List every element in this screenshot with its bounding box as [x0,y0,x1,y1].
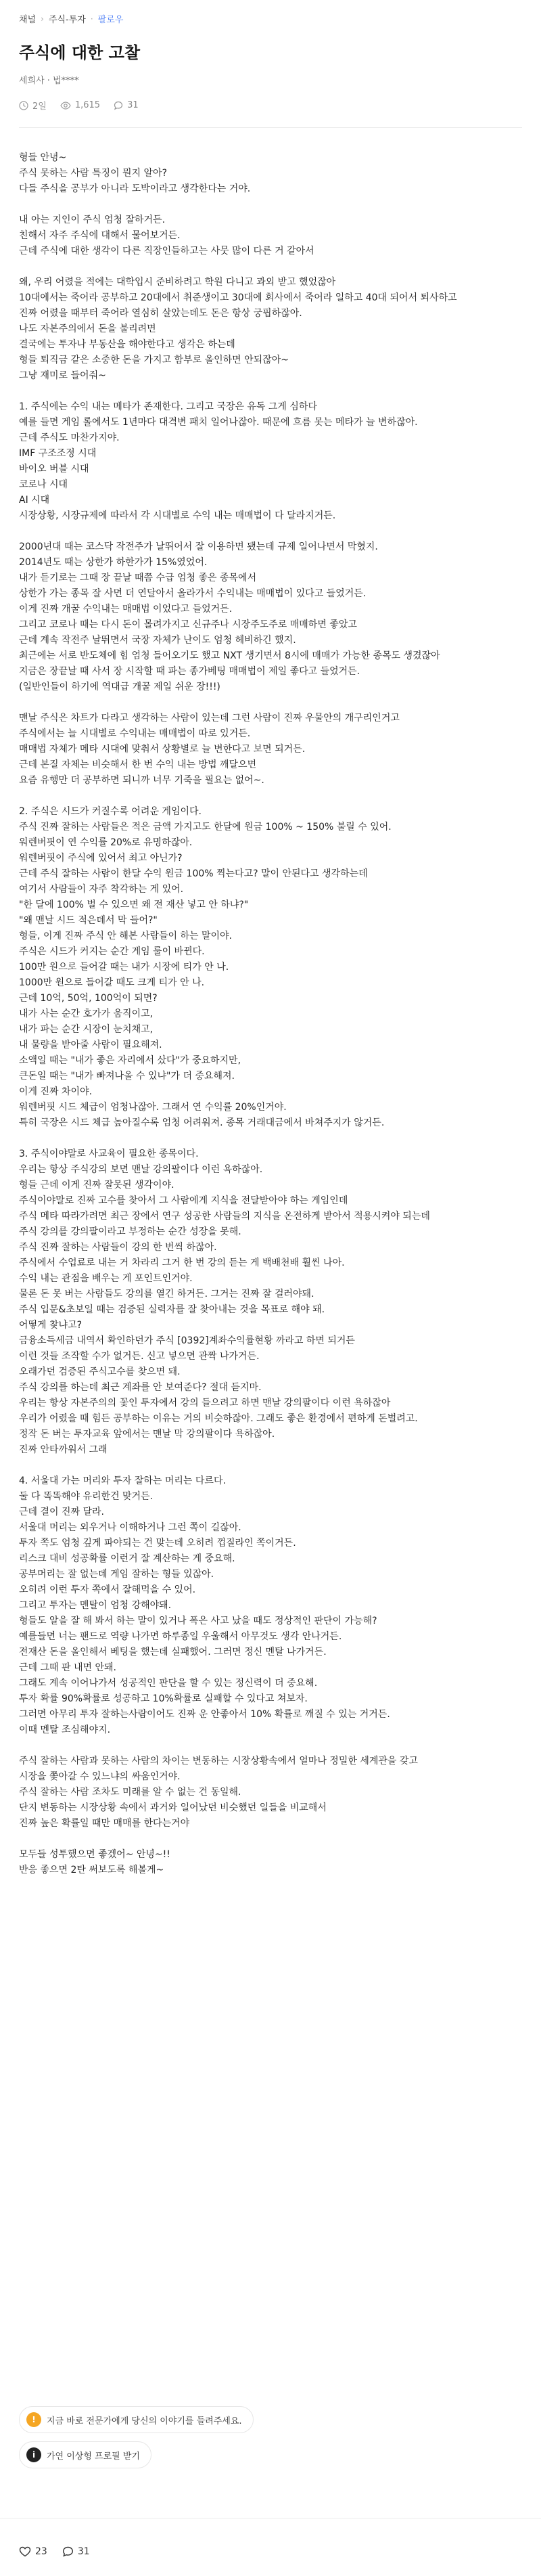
post-line: 내 아는 지인이 주식 엄청 잘하거든. [19,215,166,225]
post-line: 반응 좋으면 2탄 써보도록 해볼게~ [19,1865,164,1875]
post-line: 소액일 때는 "내가 좋은 자리에서 샀다"가 중요하지만, [19,1055,241,1066]
post-line: 다들 주식을 공부가 아니라 도박이라고 생각한다는 거야. [19,183,251,194]
breadcrumb-board[interactable]: 주식-투자 [48,15,86,25]
post-line: 왜, 우리 어렸을 적에는 대학입시 준비하려고 학원 다니고 과외 받고 했었잖아 [19,277,336,288]
post-views [60,100,100,110]
comment-count: 31 [77,2546,90,2557]
post-line: 최근에는 서로 반도체에 힘 엄청 들어오기도 했고 NXT 생기면서 8시에 매매가 가능한 종목도 생겼잖아 [19,650,440,661]
post-line: 주식은 시드가 커지는 순간 게임 룰이 바뀐다. [19,946,205,957]
post-line: 주식이야말로 진짜 고수를 찾아서 그 사람에게 지식을 전달받아야 하는 게임인데 [19,1195,348,1206]
post-line: 근데 주식 잘하는 사람이 한달 수익 원금 100% 찍는다고? 말이 안된다고 생각하는데 [19,868,368,879]
profile-request-button[interactable] [19,2441,151,2468]
post-line: "왜 맨날 시드 적은데서 막 들어?" [19,915,158,926]
post-line: 10대에서는 죽어라 공부하고 20대에서 취준생이고 30대에 회사에서 죽어라 일하고 40대 되어서 퇴사하고 [19,292,457,303]
post-line: 주식 메타 따라가려면 최근 장에서 연구 성공한 사람들의 지식을 온전하게 받아서 적용시켜야 되는데 [19,1211,430,1222]
post-line: 요즘 유행만 더 공부하면 되니까 너무 기죽을 필요는 없어~. [19,775,264,786]
post-line: 이때 멘탈 조심해야지. [19,1725,111,1735]
post-line: 근데 계속 작전주 날뛰면서 국장 자체가 난이도 엄청 헤비하긴 했지. [19,635,296,646]
post-line: 그리고 투자는 멘탈이 엄청 강해야돼. [19,1600,172,1611]
post-line: 주식 못하는 사람 특징이 뭔지 알아? [19,168,168,179]
post-line: 형들도 알을 잘 해 봐서 하는 말이 있거나 폭은 사고 났을 때도 정상적인 판단이 가능해? [19,1616,377,1626]
post-line: 이런 것들 조작할 수가 없거든. 신고 넣으면 관짝 나가거든. [19,1351,260,1362]
post-paragraph [19,711,522,789]
comment-icon [62,2546,74,2557]
post-line: 1. 주식에는 수익 내는 메타가 존재한다. 그리고 국장은 유독 그게 심하다 [19,401,317,412]
post-line: 2014년도 때는 상한가 하한가가 15%였었어. [19,557,208,568]
post-line: 내가 파는 순간 시장이 눈치채고, [19,1024,154,1035]
post-title: 주식에 대한 고찰 [19,43,140,62]
post-line: 어떻게 찾냐고? [19,1320,83,1331]
post-line: 서울대 머리는 외우거나 이해하거나 그런 쪽이 길잖아. [19,1522,241,1533]
post-line: 이게 진짜 개꿀 수익내는 매매법 이었다고 들었거든. [19,604,233,615]
post-line: 주식 진짜 잘하는 사람들은 적은 금액 가지고도 한달에 원금 100% ~ 150% 불릴 수 있어. [19,822,392,832]
post-line: 근데 본질 자체는 비슷해서 한 번 수익 내는 방법 깨달으면 [19,759,257,770]
post-line: 전재산 돈을 올인해서 베팅을 했는데 실패했어. 그러면 정신 멘탈 나가거든. [19,1647,327,1658]
post-line: 주식에서 수업료로 내는 거 차라리 그거 한 번 강의 듣는 게 백배천배 훨씬 나아. [19,1258,345,1268]
post-line: 우리는 항상 주식강의 보면 맨날 강의팔이다 이런 욕하잖아. [19,1164,263,1175]
post-line: 워렌버핏이 주식에 있어서 최고 아닌가? [19,853,183,864]
post-line: 둘 다 똑똑해야 유리한건 맞거든. [19,1491,154,1502]
post-line: 큰돈일 때는 "내가 빠져나올 수 있냐"가 더 중요해져. [19,1071,235,1082]
post-paragraph [19,213,522,259]
post-line: 오히려 이런 투자 쪽에서 잘해먹을 수 있어. [19,1584,196,1595]
follow-button[interactable]: 팔로우 [97,15,124,25]
info-icon: i [26,2447,41,2462]
post-line: 진짜 어렸을 때부터 죽어라 열심히 살았는데도 돈은 항상 궁핍하잖아. [19,308,302,319]
post-paragraph [19,804,522,1131]
post-time-text: 2일 [32,102,47,112]
post-line: 2000년대 때는 코스닥 작전주가 날뛰어서 잘 이용하면 됐는데 규제 일어나면서 막혔지. [19,541,378,552]
post-line: 형들, 이게 진짜 주식 안 해본 사람들이 하는 말이야. [19,931,232,941]
expert-consult-label: 지금 바로 전문가에게 당신의 이야기를 들려주세요. [47,2416,242,2426]
post-line: 내 물량을 받아줄 사람이 필요해져. [19,1040,162,1050]
post-footer [19,2546,105,2557]
dot-separator: · [90,14,93,24]
post-line: 모두들 성투했으면 좋겠어~ 안녕~!! [19,1849,170,1860]
post-body [19,150,522,1894]
post-line: 특히 국장은 시드 체급 높아질수록 엄청 어려워져. 종목 거래대금에서 바쳐주지가 않거든. [19,1117,385,1128]
post-line: 주식 강의를 강의팔이라고 부정하는 순간 성장을 못해. [19,1226,241,1237]
post-comments-text: 31 [127,100,139,110]
eye-icon [60,101,71,110]
post-line: 진짜 높은 확률일 때만 매매를 한다는거야 [19,1818,190,1829]
post-line: 수익 내는 관점을 배우는 게 포인트인거야. [19,1273,193,1284]
post-line: 주식에서는 늘 시대별로 수익내는 매매법이 따로 있거든. [19,728,251,739]
post-line: 그냥 재미로 들어줘~ [19,370,106,381]
post-line: 금융소득세금 내역서 확인하던가 주식 [0392]계좌수익률현황 까라고 하면 되거든 [19,1335,355,1346]
post-line: 상한가 가는 종목 잘 사면 더 연달아서 올라가서 수익내는 매매법이 있다고 들었거든. [19,588,367,599]
post-line: IMF 구조조정 시대 [19,448,97,459]
post-comments[interactable] [114,100,139,110]
post-line: 주식 진짜 잘하는 사람들이 강의 한 번씩 하잖아. [19,1242,217,1253]
post-line: 진짜 안타까워서 그래 [19,1444,108,1455]
post-line: 근데 10억, 50억, 100억이 되면? [19,993,158,1004]
post-line: 투자 쪽도 엄청 깊게 파야되는 건 맞는데 오히려 껍질라인 쪽이거든. [19,1538,296,1549]
post-paragraph [19,1473,522,1738]
post-line: 주식 잘하는 사람과 못하는 사람의 차이는 변동하는 시장상황속에서 얼마나 정밀한 세계관을 갖고 [19,1756,418,1767]
post-line: 우리는 항상 자본주의의 꽃인 투자에서 강의 들으려고 하면 맨날 강의팔이다 이런 욕하잖아 [19,1398,391,1408]
post-paragraph [19,1847,522,1878]
post-line: 지금은 장끝날 때 사서 장 시작할 때 파는 종가베팅 매매법이 제일 좋다고 들었거든. [19,666,360,677]
post-meta [19,99,152,112]
action-buttons [19,2406,254,2477]
breadcrumb-channel[interactable]: 채널 [19,15,37,25]
post-line: 형들 퇴직금 같은 소중한 돈을 가지고 함부로 올인하면 안되잖아~ [19,355,289,365]
post-paragraph [19,539,522,695]
comment-icon [114,101,123,110]
post-line: (일반인들이 하기에 역대급 개꿀 제일 쉬운 장!!!) [19,682,220,692]
post-time [19,99,47,112]
author-info[interactable]: 세희사 · 법**** [19,76,79,86]
post-line: 여기서 사람들이 자주 착각하는 게 있어. [19,884,184,895]
post-line: 우리가 어렸을 때 힘든 공부하는 이유는 거의 비슷하잖아. 그래도 좋은 환경에서 편하게 돈벌려고. [19,1413,418,1424]
post-paragraph [19,1754,522,1831]
comment-button[interactable] [62,2546,90,2557]
post-line: 예를들면 너는 팬드로 역량 나가면 하루종일 우울해서 아무것도 생각 안나거든. [19,1631,342,1642]
post-line: 그리고 코로나 때는 다시 돈이 몰려가지고 신규주나 시장주도주로 매매하면 좋았고 [19,619,357,630]
post-line: 내가 듣기로는 그때 장 끝날 때쯤 수급 엄청 좋은 종목에서 [19,573,257,583]
heart-icon [19,2546,31,2557]
post-paragraph [19,275,522,384]
post-line: 시장상황, 시장규제에 따라서 각 시대별로 수익 내는 매매법이 다 달라지거든. [19,510,336,521]
post-views-text: 1,615 [74,100,101,110]
post-line: 주식 강의를 하는데 최근 계좌를 안 보여준다? 절대 듣지마. [19,1382,262,1393]
post-line: 주식 잘하는 사람 조차도 미래를 알 수 없는 건 동일해. [19,1787,241,1798]
clock-icon [19,101,28,110]
post-line: 100만 원으로 들어갈 때는 내가 시장에 티가 안 나. [19,962,229,973]
post-line: 맨날 주식은 차트가 다라고 생각하는 사람이 있는데 그런 사람이 진짜 우물안의 개구리인거고 [19,713,400,724]
post-line: "한 달에 100% 벌 수 있으면 왜 전 재산 넣고 안 하냐?" [19,900,249,910]
expert-consult-button[interactable] [19,2406,254,2433]
post-paragraph [19,399,522,524]
post-line: 형들 근데 이게 진짜 잘못된 생각이야. [19,1180,174,1191]
post-line: 근데 결이 진짜 달라. [19,1507,104,1517]
post-paragraph [19,1147,522,1458]
like-button[interactable] [19,2546,47,2557]
post-line: 투자 확률 90%확률로 성공하고 10%확률로 실패할 수 있다고 쳐보자. [19,1693,308,1704]
post-line: 오래가던 검증된 주식고수를 찾으면 돼. [19,1367,181,1377]
post-line: 공부머리는 잘 없는데 게임 잘하는 형들 있잖아. [19,1569,214,1580]
post-line: 근데 그때 판 내면 안돼. [19,1662,116,1673]
post-line: AI 시대 [19,495,50,506]
chevron-right-icon: › [41,14,44,24]
breadcrumb [19,12,123,25]
post-line: 그래도 계속 이어나가서 성공적인 판단을 할 수 있는 정신력이 더 중요해. [19,1678,318,1689]
post-line: 내가 사는 순간 호가가 움직이고, [19,1008,154,1019]
post-line: 형들 안녕~ [19,152,67,163]
post-line: 바이오 버블 시대 [19,464,89,474]
post-line: 워렌버핏이 연 수익률 20%로 유명하잖아. [19,837,193,848]
post-line: 매매법 자체가 메타 시대에 맞춰서 상황별로 늘 변한다고 보면 되거든. [19,744,306,755]
post-line: 근데 주식도 마찬가지야. [19,432,120,443]
post-line: 친해서 자주 주식에 대해서 물어보거든. [19,230,181,241]
post-line: 단지 변동하는 시장상황 속에서 과거와 일어났던 비슷했던 일들을 비교해서 [19,1802,327,1813]
warning-icon: ! [26,2412,41,2427]
post-line: 코로나 시대 [19,479,68,490]
post-line: 예를 들면 게임 롤에서도 1년마다 대격변 패치 일어나잖아. 때문에 흐름 못는 메타가 늘 변하잖아. [19,417,418,428]
post-line: 나도 자본주의에서 돈을 불리려면 [19,324,156,334]
post-line: 시장을 쫓아갈 수 있느냐의 싸움인거야. [19,1771,181,1782]
like-count: 23 [35,2546,47,2557]
post-line: 근데 주식에 대한 생각이 다른 직장인들하고는 사뭇 많이 다른 거 같아서 [19,246,314,257]
post-line: 정작 돈 버는 투자교육 앞에서는 맨날 막 강의팔이다 욕하잖아. [19,1429,275,1440]
post-line: 물론 돈 못 버는 사람들도 강의를 열긴 하거든. 그거는 진짜 잘 걸러야돼. [19,1289,314,1300]
post-line: 1000만 원으로 들어갈 때도 크게 티가 안 나. [19,977,205,988]
header-divider [19,127,522,128]
post-line: 그러면 아무리 투자 잘하는사람이어도 진짜 운 안좋아서 10% 확률로 깨질 수 있는 거거든. [19,1709,390,1720]
post-line: 결국에는 투자나 부동산을 해야한다고 생각은 하는데 [19,339,235,350]
post-line: 워렌버핏 시드 체급이 엄청나잖아. 그래서 연 수익률 20%인거야. [19,1102,287,1113]
post-line: 이게 진짜 차이야. [19,1086,93,1097]
post-paragraph [19,150,522,197]
post-line: 리스크 대비 성공확률 이런거 잘 계산하는 게 중요해. [19,1553,235,1564]
post-line: 주식 입문&초보일 때는 검증된 실력자를 잘 찾아내는 것을 목표로 해야 돼. [19,1304,325,1315]
post-line: 2. 주식은 시드가 커질수록 어려운 게임이다. [19,806,202,817]
profile-request-label: 가연 이상형 프로필 받기 [47,2451,140,2462]
post-line: 3. 주식이야말로 사교육이 필요한 종목이다. [19,1149,199,1159]
post-line: 4. 서울대 가는 머리와 투자 잘하는 머리는 다르다. [19,1475,226,1486]
